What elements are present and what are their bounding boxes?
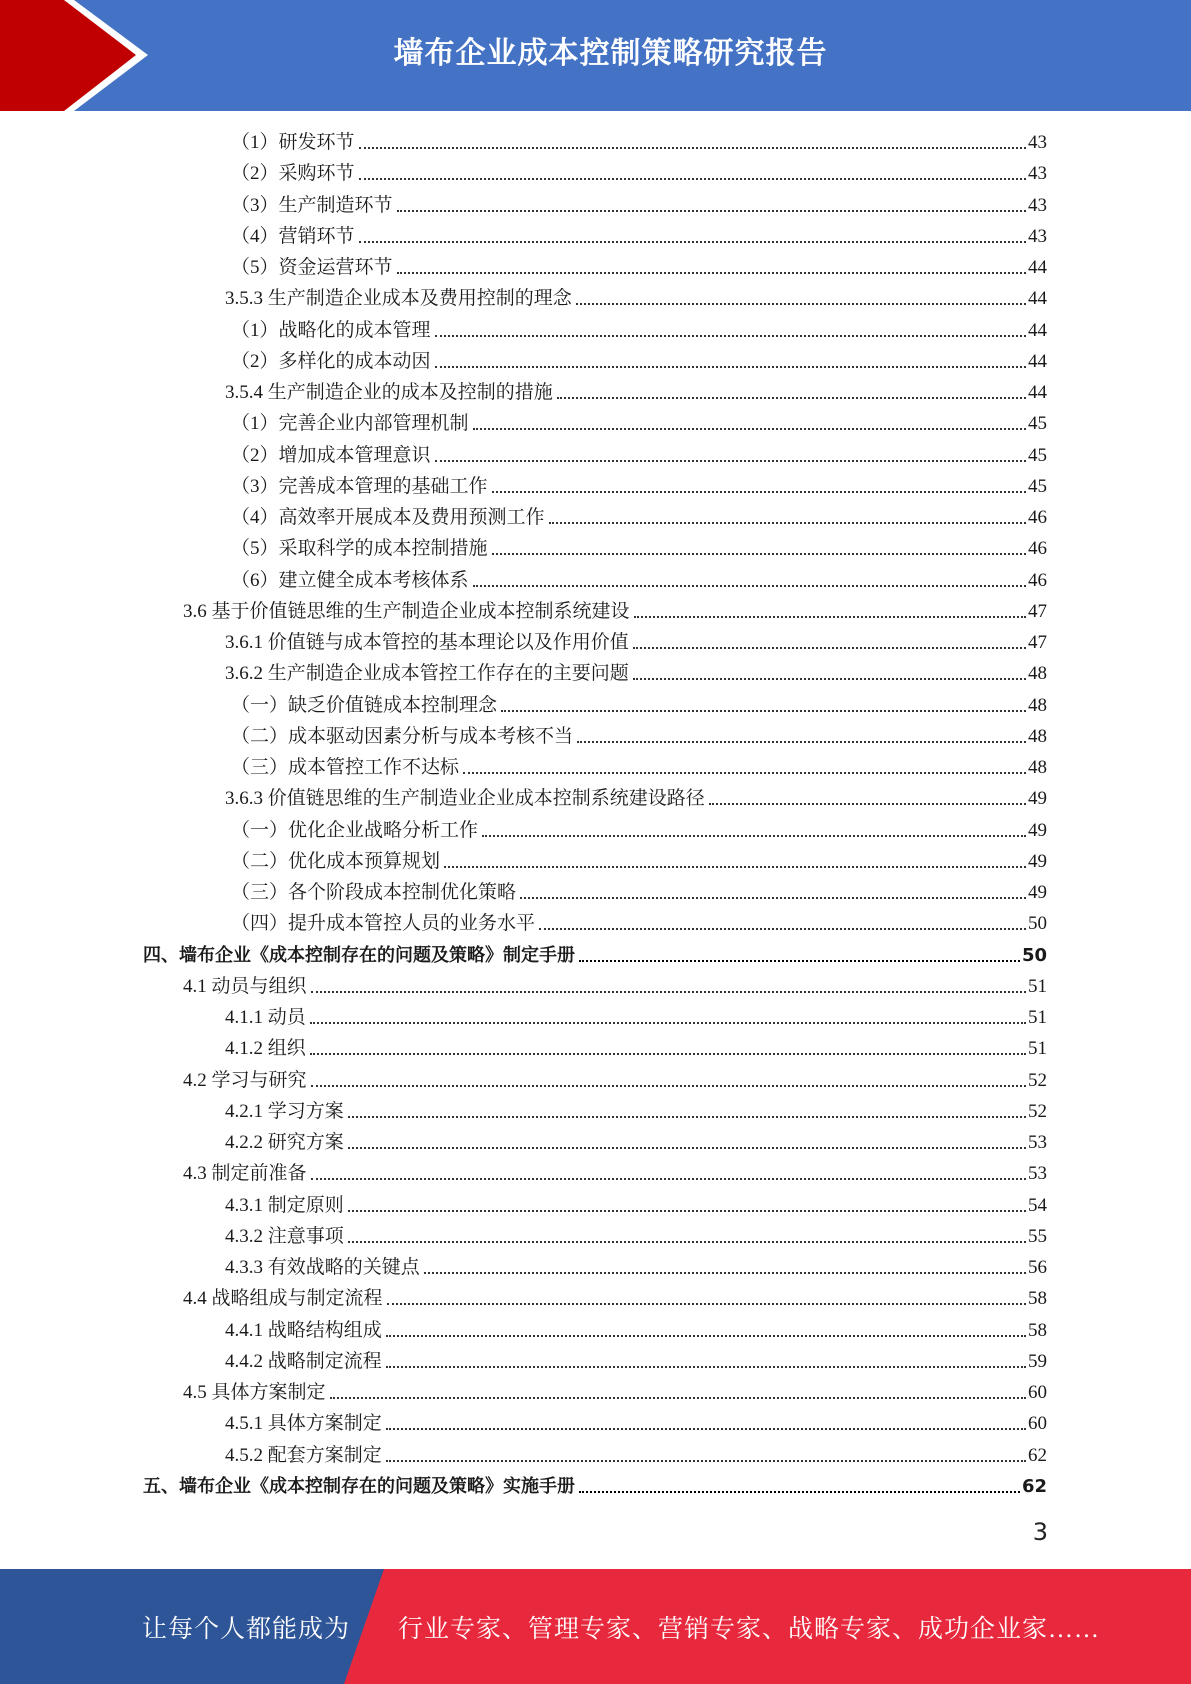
- toc-entry[interactable]: [231, 408, 1047, 439]
- toc-entry-page: 56: [1028, 1257, 1047, 1278]
- toc-entry-title: （四）提升成本管控人员的业务水平: [231, 913, 536, 935]
- toc-entry[interactable]: [231, 815, 1047, 846]
- document-title: 墙布企业成本控制策略研究报告: [393, 36, 828, 71]
- toc-entry-page: 50: [1028, 913, 1047, 935]
- toc-entry[interactable]: [231, 846, 1047, 877]
- toc-dot-leader: [311, 1084, 1026, 1087]
- toc-dot-leader: [424, 1271, 1026, 1274]
- toc-entry-title: 五、墙布企业《成本控制存在的问题及策略》实施手册: [143, 1475, 575, 1497]
- toc-entry-title: 4.1.2 组织: [225, 1038, 306, 1060]
- toc-entry-title: 4.4 战略组成与制定流程: [183, 1288, 383, 1310]
- toc-entry[interactable]: [231, 690, 1047, 721]
- toc-entry-title: （2）采购环节: [231, 163, 355, 185]
- toc-entry[interactable]: [225, 377, 1047, 408]
- toc-entry-page: 43: [1028, 225, 1047, 247]
- toc-dot-leader: [330, 1396, 1026, 1399]
- toc-entry-page: 44: [1028, 350, 1047, 372]
- toc-entry-title: 4.1 动员与组织: [183, 975, 307, 997]
- toc-entry-title: 4.4.2 战略制定流程: [225, 1350, 382, 1372]
- toc-entry-title: （1）战略化的成本管理: [231, 319, 431, 341]
- toc-dot-leader: [473, 584, 1026, 587]
- toc-dot-leader: [633, 677, 1026, 680]
- toc-dot-leader: [311, 1177, 1026, 1180]
- toc-dot-leader: [549, 521, 1026, 524]
- toc-dot-leader: [577, 740, 1026, 743]
- toc-entry-page: 62: [1021, 1475, 1047, 1497]
- toc-entry-title: 4.4.1 战略结构组成: [225, 1319, 382, 1341]
- toc-entry-title: 3.6 基于价值链思维的生产制造企业成本控制系统建设: [183, 600, 630, 622]
- toc-dot-leader: [539, 927, 1026, 930]
- toc-entry-title: 4.2.1 学习方案: [225, 1100, 344, 1122]
- toc-entry[interactable]: [231, 346, 1047, 377]
- toc-entry-title: （一）优化企业战略分析工作: [231, 819, 479, 841]
- toc-entry[interactable]: [183, 971, 1047, 1002]
- toc-entry-title: （1）完善企业内部管理机制: [231, 413, 469, 435]
- toc-entry-page: 48: [1028, 694, 1047, 716]
- toc-dot-leader: [311, 990, 1026, 993]
- toc-entry-title: （3）完善成本管理的基础工作: [231, 475, 488, 497]
- toc-entry-page: 45: [1028, 413, 1047, 435]
- toc-entry-page: 44: [1028, 288, 1047, 310]
- toc-dot-leader: [473, 427, 1026, 430]
- toc-entry[interactable]: [231, 252, 1047, 283]
- toc-entry-page: 46: [1028, 538, 1047, 560]
- toc-entry[interactable]: [183, 1065, 1047, 1096]
- toc-entry-title: （2）增加成本管理意识: [231, 444, 431, 466]
- toc-entry[interactable]: [225, 1190, 1047, 1221]
- toc-entry-page: 48: [1028, 663, 1047, 685]
- toc-entry-page: 52: [1028, 1069, 1047, 1091]
- toc-entry-title: 4.2 学习与研究: [183, 1069, 307, 1091]
- toc-entry-title: （三）各个阶段成本控制优化策略: [231, 882, 517, 903]
- toc-dot-leader: [435, 459, 1026, 462]
- toc-entry[interactable]: [225, 1408, 1047, 1439]
- toc-entry[interactable]: [143, 940, 1047, 971]
- toc-entry[interactable]: [231, 502, 1047, 533]
- toc-dot-leader: [463, 771, 1026, 774]
- toc-entry-page: 48: [1028, 725, 1047, 747]
- toc-entry-page: 49: [1028, 819, 1047, 841]
- page-header: [0, 0, 1191, 111]
- toc-entry-title: 3.6.1 价值链与成本管控的基本理论以及作用价值: [225, 632, 629, 653]
- toc-entry-title: 四、墙布企业《成本控制存在的问题及策略》制定手册: [143, 944, 575, 966]
- toc-entry-page: 60: [1028, 1413, 1047, 1435]
- toc-entry[interactable]: [225, 1252, 1047, 1283]
- toc-entry[interactable]: [225, 627, 1047, 658]
- toc-dot-leader: [348, 1115, 1026, 1118]
- toc-entry-page: 53: [1028, 1163, 1047, 1185]
- toc-entry-title: 4.5.2 配套方案制定: [225, 1444, 382, 1466]
- toc-entry-page: 46: [1028, 569, 1047, 591]
- toc-entry-title: 3.6.3 价值链思维的生产制造业企业成本控制系统建设路径: [225, 788, 705, 810]
- toc-entry[interactable]: [183, 1158, 1047, 1189]
- toc-entry[interactable]: [225, 783, 1047, 814]
- toc-entry-page: 47: [1028, 632, 1047, 653]
- toc-entry[interactable]: [143, 1471, 1047, 1502]
- toc-entry-title: （5）资金运营环节: [231, 257, 393, 278]
- toc-entry-page: 54: [1028, 1194, 1047, 1216]
- toc-entry-page: 49: [1028, 788, 1047, 810]
- toc-entry[interactable]: [183, 596, 1047, 627]
- toc-entry-title: 4.1.1 动员: [225, 1007, 306, 1028]
- toc-entry-page: 45: [1028, 444, 1047, 466]
- toc-entry-page: 58: [1028, 1288, 1047, 1310]
- toc-entry[interactable]: [225, 1346, 1047, 1377]
- toc-dot-leader: [387, 1302, 1026, 1305]
- toc-dot-leader: [386, 1334, 1026, 1337]
- toc-entry-title: 3.5.4 生产制造企业的成本及控制的措施: [225, 382, 553, 403]
- toc-entry-page: 49: [1028, 882, 1047, 903]
- toc-entry-title: （二）优化成本预算规划: [231, 850, 441, 872]
- toc-entry[interactable]: [225, 1096, 1047, 1127]
- toc-entry[interactable]: [231, 190, 1047, 221]
- toc-dot-leader: [359, 240, 1026, 243]
- toc-entry[interactable]: [183, 1377, 1047, 1408]
- toc-entry[interactable]: [225, 658, 1047, 689]
- toc-entry-page: 44: [1028, 257, 1047, 278]
- toc-entry[interactable]: [231, 877, 1047, 908]
- toc-entry-title: （6）建立健全成本考核体系: [231, 569, 469, 591]
- toc-entry[interactable]: [231, 565, 1047, 596]
- toc-dot-leader: [482, 834, 1026, 837]
- toc-dot-leader: [492, 552, 1026, 555]
- toc-entry[interactable]: [225, 283, 1047, 314]
- toc-entry[interactable]: [225, 1127, 1047, 1158]
- toc-entry[interactable]: [231, 752, 1047, 783]
- toc-entry-title: （4）营销环节: [231, 225, 355, 247]
- toc-entry[interactable]: [231, 158, 1047, 189]
- toc-entry-title: 4.3.3 有效战略的关键点: [225, 1257, 420, 1278]
- toc-entry-page: 43: [1028, 194, 1047, 216]
- toc-entry-title: （2）多样化的成本动因: [231, 350, 431, 372]
- toc-dot-leader: [348, 1146, 1026, 1149]
- toc-dot-leader: [310, 1052, 1026, 1055]
- toc-entry-title: （4）高效率开展成本及费用预测工作: [231, 507, 545, 528]
- toc-dot-leader: [386, 1427, 1026, 1430]
- toc-entry-page: 50: [1021, 944, 1047, 966]
- toc-entry[interactable]: [225, 1221, 1047, 1252]
- toc-dot-leader: [633, 646, 1026, 649]
- toc-entry-title: （5）采取科学的成本控制措施: [231, 538, 488, 560]
- toc-dot-leader: [348, 1209, 1026, 1212]
- toc-dot-leader: [520, 896, 1026, 899]
- toc-entry-page: 53: [1028, 1132, 1047, 1153]
- toc-entry[interactable]: [231, 471, 1047, 502]
- toc-entry-title: 4.5.1 具体方案制定: [225, 1413, 382, 1435]
- toc-entry-page: 52: [1028, 1100, 1047, 1122]
- toc-dot-leader: [557, 396, 1026, 399]
- toc-entry-page: 43: [1028, 132, 1047, 153]
- toc-dot-leader: [579, 1490, 1020, 1493]
- page-number: 3: [1032, 1518, 1048, 1546]
- toc-entry-page: 48: [1028, 757, 1047, 778]
- toc-entry-page: 45: [1028, 475, 1047, 497]
- toc-entry[interactable]: [183, 1283, 1047, 1314]
- toc-entry-title: 4.5 具体方案制定: [183, 1382, 326, 1403]
- toc-dot-leader: [397, 209, 1026, 212]
- toc-entry[interactable]: [225, 1315, 1047, 1346]
- toc-entry-title: 3.6.2 生产制造企业成本管控工作存在的主要问题: [225, 663, 629, 685]
- toc-entry-title: 4.3.1 制定原则: [225, 1194, 344, 1216]
- toc-entry[interactable]: [231, 127, 1047, 158]
- toc-entry[interactable]: [225, 1033, 1047, 1064]
- toc-dot-leader: [435, 334, 1026, 337]
- toc-entry-title: （3）生产制造环节: [231, 194, 393, 216]
- toc-entry-title: （1）研发环节: [231, 132, 355, 153]
- toc-dot-leader: [359, 177, 1026, 180]
- toc-dot-leader: [435, 365, 1026, 368]
- toc-entry[interactable]: [231, 315, 1047, 346]
- toc-dot-leader: [310, 1021, 1026, 1024]
- toc-entry-page: 62: [1028, 1444, 1047, 1466]
- toc-dot-leader: [386, 1365, 1026, 1368]
- toc-entry-page: 58: [1028, 1319, 1047, 1341]
- toc-dot-leader: [579, 959, 1020, 962]
- toc-dot-leader: [348, 1240, 1026, 1243]
- toc-entry-title: （二）成本驱动因素分析与成本考核不当: [231, 725, 574, 747]
- toc-entry-page: 60: [1028, 1382, 1047, 1403]
- toc-entry-title: （三）成本管控工作不达标: [231, 757, 460, 778]
- footer-slogan-left: 让每个人都能成为: [142, 1615, 351, 1643]
- toc-entry-page: 46: [1028, 507, 1047, 528]
- toc-entry-title: 4.3 制定前准备: [183, 1163, 307, 1185]
- toc-entry-title: 4.2.2 研究方案: [225, 1132, 344, 1153]
- toc-entry-title: 4.3.2 注意事项: [225, 1225, 344, 1247]
- toc-dot-leader: [397, 271, 1026, 274]
- toc-entry[interactable]: [225, 1002, 1047, 1033]
- toc-entry[interactable]: [231, 221, 1047, 252]
- toc-entry[interactable]: [231, 908, 1047, 939]
- toc-entry-page: 51: [1028, 1038, 1047, 1060]
- toc-entry-page: 44: [1028, 319, 1047, 341]
- toc-entry-page: 51: [1028, 1007, 1047, 1028]
- toc-entry-page: 47: [1028, 600, 1047, 622]
- toc-entry-page: 49: [1028, 850, 1047, 872]
- toc-entry-title: 3.5.3 生产制造企业成本及费用控制的理念: [225, 288, 572, 310]
- toc-dot-leader: [501, 709, 1026, 712]
- toc-dot-leader: [492, 490, 1026, 493]
- toc-entry[interactable]: [225, 1440, 1047, 1471]
- toc-dot-leader: [709, 802, 1026, 805]
- toc-entry[interactable]: [231, 440, 1047, 471]
- toc-entry-page: 43: [1028, 163, 1047, 185]
- toc-dot-leader: [386, 1459, 1026, 1462]
- toc-entry-page: 51: [1028, 975, 1047, 997]
- toc-dot-leader: [359, 146, 1026, 149]
- toc-entry-page: 55: [1028, 1225, 1047, 1247]
- toc-entry-page: 44: [1028, 382, 1047, 403]
- toc-entry-page: 59: [1028, 1350, 1047, 1372]
- toc-entry-title: （一）缺乏价值链成本控制理念: [231, 694, 498, 716]
- toc-entry[interactable]: [231, 721, 1047, 752]
- toc-dot-leader: [444, 865, 1026, 868]
- footer-slogan-right: 行业专家、管理专家、营销专家、战略专家、成功企业家……: [398, 1615, 1101, 1643]
- toc-dot-leader: [576, 302, 1026, 305]
- toc-dot-leader: [634, 615, 1026, 618]
- page-footer: [0, 1569, 1191, 1684]
- toc-entry[interactable]: [231, 533, 1047, 564]
